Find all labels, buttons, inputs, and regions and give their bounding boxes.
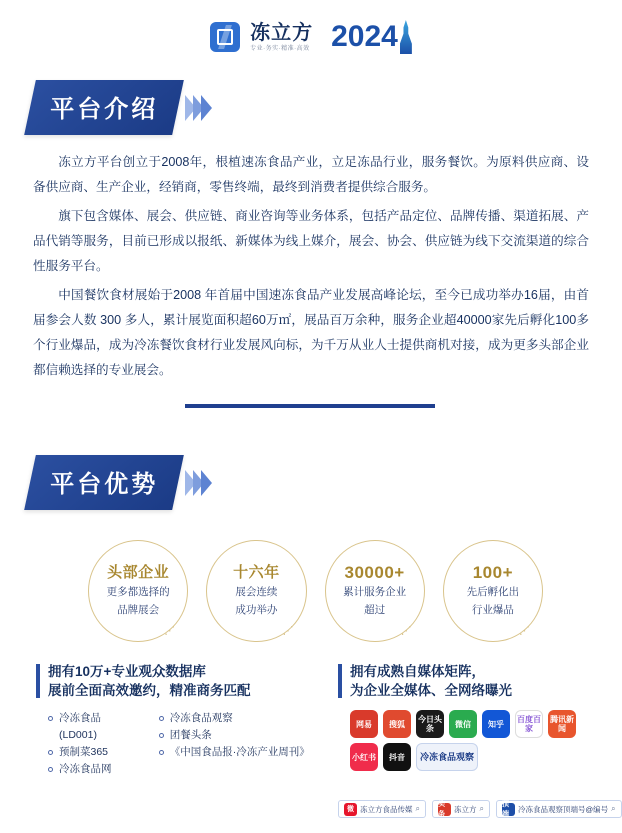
search-icon: ⌕ [479, 804, 484, 813]
advantage-circle-group [88, 540, 543, 642]
weibo-pill-text: 冻立方食品传媒 [360, 804, 413, 814]
advantage-detail-line2: 成功举办 [235, 604, 278, 616]
guancha-account-tag: 冷冻食品观察 [416, 743, 478, 771]
matrix-heading-text [350, 662, 512, 700]
accent-bar [36, 664, 40, 698]
media-list-column-1 [48, 710, 137, 778]
audience-database-column [36, 662, 310, 778]
xiaohongshu-logo-icon: 小红书 [350, 743, 378, 771]
section-title-text: 平台介绍 [50, 96, 159, 123]
cube-logo-icon [210, 22, 240, 52]
list-item: 团餐头条 [159, 727, 306, 744]
advantage-detail-line2: 超过 [364, 604, 386, 616]
intro-paragraph-3: 中国餐饮食材展始于2008 年首届中国速冻食品产业发展高峰论坛，至今已成功举办16届，由首届参会人数 300 多人，累计展览面积超60万㎡，展品百万余种，服务企业超40000家先后孵化100多个行业爆品，成为冷冻餐饮食材行业发展风向标，为千万从业人士提供商机对接，成为更多头部企业都信赖选择的专业展会。 [33, 288, 589, 377]
advantage-detail-line1: 展会连续 [235, 586, 278, 598]
advantage-circle [88, 540, 188, 642]
list-item: 冷冻食品观察 [159, 710, 306, 727]
toutiao-icon: 头条 [438, 803, 451, 816]
divider-rule [185, 404, 435, 408]
matrix-heading-line2: 为企业全媒体、全网络曝光 [350, 683, 512, 698]
advantage-detail-line2: 品牌展会 [117, 604, 160, 616]
audience-heading [36, 662, 306, 700]
year-label [331, 20, 412, 54]
weibo-pill[interactable] [338, 800, 426, 818]
list-item: 冷冻食品(LD001) [48, 710, 137, 744]
butterfly-logo-icon: 百度百家 [515, 710, 543, 738]
canton-tower-icon [400, 20, 412, 54]
search-icon: ⌕ [611, 804, 616, 813]
weibo-icon: 微 [344, 803, 357, 816]
header-logo-bar [0, 10, 622, 64]
advantage-detail-line1: 先后孵化出 [466, 586, 520, 598]
douyin-logo-icon: 抖音 [383, 743, 411, 771]
chevron-arrows-icon-2 [188, 470, 212, 496]
advantage-headline: 头部企业 [107, 564, 170, 581]
sohu-logo-icon: 搜狐 [383, 710, 411, 738]
audience-heading-line2: 展前全面高效邀约，精准商务匹配 [48, 683, 251, 698]
toutiao-logo-icon: 今日头条 [416, 710, 444, 738]
advantage-circle [443, 540, 543, 642]
advantage-detail-line1: 更多都选择的 [106, 586, 170, 598]
intro-paragraph-1: 冻立方平台创立于2008年，根植速冻食品产业，立足冻品行业，服务餐饮。为原料供应商、设备供应商、生产企业，经销商，零售终端，最终到消费者提供综合服务。 [33, 155, 589, 194]
year-text: 2024 [331, 20, 398, 53]
advantage-circle [206, 540, 306, 642]
advantage-detail-line2: 行业爆品 [471, 604, 514, 616]
list-item: 冷冻食品网 [48, 761, 137, 778]
chevron-arrows-icon [188, 95, 212, 121]
audience-heading-text [48, 662, 251, 700]
advantage-detail-line1: 累计服务企业 [343, 586, 407, 598]
netease-logo-icon: 网易 [350, 710, 378, 738]
audience-heading-line1: 拥有10万+专业观众数据库 [48, 664, 206, 679]
advantage-headline: 100+ [472, 563, 514, 582]
media-logo-grid [338, 710, 600, 771]
section-title-text-2: 平台优势 [50, 471, 159, 498]
qq-news-logo-icon: 腾讯新闻 [548, 710, 576, 738]
matrix-heading [338, 662, 598, 700]
section-title-box-2 [24, 455, 184, 510]
advantage-circle [325, 540, 425, 642]
list-item: 预制菜365 [48, 744, 137, 761]
dingduan-icon: 顶端 [502, 803, 515, 816]
dingduan-pill-text: 冷冻食品观察顶端号@编号 [517, 804, 609, 814]
section-banner-platform-intro [30, 80, 212, 135]
advantage-headline: 30000+ [344, 563, 405, 582]
media-list-column-2 [159, 710, 310, 778]
search-icon: ⌕ [415, 804, 420, 813]
footer-search-pill-group [338, 800, 622, 818]
brand-name: 冻立方 [250, 21, 314, 44]
section-title-box [24, 80, 184, 135]
advantage-headline: 十六年 [233, 564, 280, 581]
wechat-logo-icon: 微信 [449, 710, 477, 738]
section-banner-platform-advantage [30, 455, 212, 510]
toutiao-pill-text: 冻立方 [453, 804, 477, 814]
intro-paragraph-2: 旗下包含媒体、展会、供应链、商业咨询等业务体系，包括产品定位、品牌传播、渠道拓展、产品代销等服务，目前已形成以报纸、新媒体为线上媒介，展会、协会、供应链为线下交流渠道的综合性服务平台。 [33, 209, 589, 273]
media-matrix-column [338, 662, 598, 771]
intro-text-block [33, 150, 589, 387]
brand-text [250, 23, 313, 52]
dingduan-pill[interactable] [496, 800, 622, 818]
toutiao-pill[interactable] [432, 800, 490, 818]
accent-bar [338, 664, 342, 698]
list-item: 《中国食品报·冷冻产业周刊》 [159, 744, 306, 761]
zhihu-logo-icon: 知乎 [482, 710, 510, 738]
brand-tagline: 专业·务实·精准·高效 [250, 45, 310, 52]
media-title-lists [36, 710, 310, 778]
matrix-heading-line1: 拥有成熟自媒体矩阵， [350, 664, 485, 679]
